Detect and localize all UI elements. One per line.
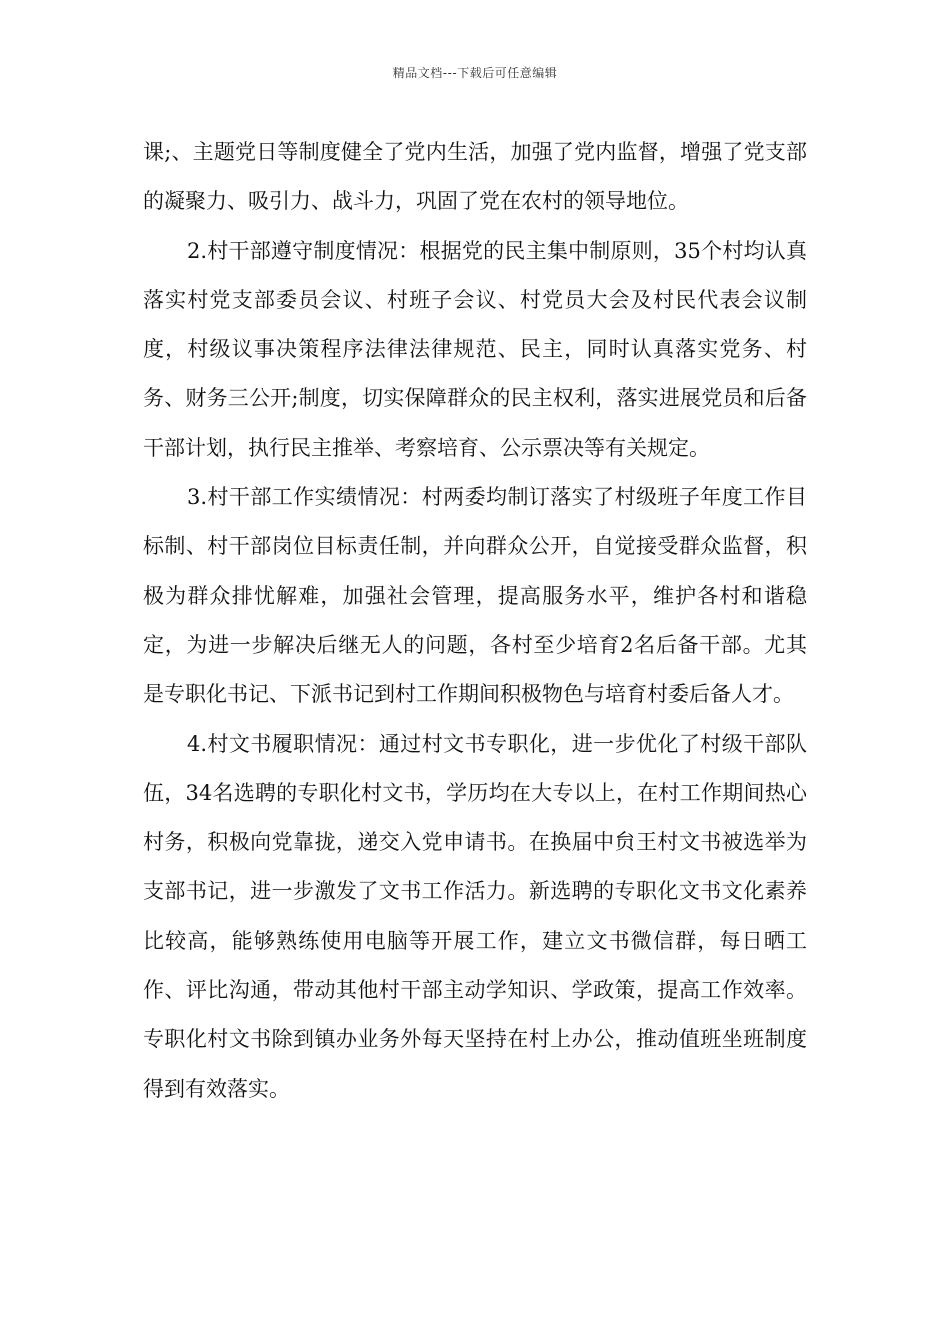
paragraph-rule-compliance: 2.村干部遵守制度情况：根据党的民主集中制原则，35个村均认真落实村党支部委员会议、村班子会议、村党员大会及村民代表会议制度，村级议事决策程序法律法律规范、民主，同时认真落实党务、村务、财务三公开;制度，切实保障群众的民主权利，落实进展党员和后备干部计划，执行民主推举、考察培育、公示票决等有关规定。	[143, 238, 807, 460]
page-header: 精品文档---下载后可任意编辑	[392, 66, 558, 80]
document-body	[143, 128, 807, 1114]
paragraph-clerk-duties: 4.村文书履职情况：通过村文书专职化，进一步优化了村级干部队伍，34名选聘的专职化村文书，学历均在大专以上，在村工作期间热心村务，积极向党靠拢，递交入党申请书。在换届中贠王村文书被选举为支部书记，进一步激发了文书工作活力。新选聘的专职化文书文化素养比较高，能够熟练使用电脑等开展工作，建立文书微信群，每日晒工作、评比沟通，带动其他村干部主动学知识、学政策，提高工作效率。专职化村文书除到镇办业务外每天坚持在村上办公，推动值班坐班制度得到有效落实。	[143, 731, 807, 1101]
paragraph-continuation: 课;、主题党日等制度健全了党内生活，加强了党内监督，增强了党支部的凝聚力、吸引力、战斗力，巩固了党在农村的领导地位。	[143, 140, 807, 214]
paragraph-work-performance: 3.村干部工作实绩情况：村两委均制订落实了村级班子年度工作目标制、村干部岗位目标责任制，并向群众公开，自觉接受群众监督，积极为群众排忧解难，加强社会管理，提高服务水平，维护各村和谐稳定，为进一步解决后继无人的问题，各村至少培育2名后备干部。尤其是专职化书记、下派书记到村工作期间积极物色与培育村委后备人才。	[143, 485, 807, 707]
